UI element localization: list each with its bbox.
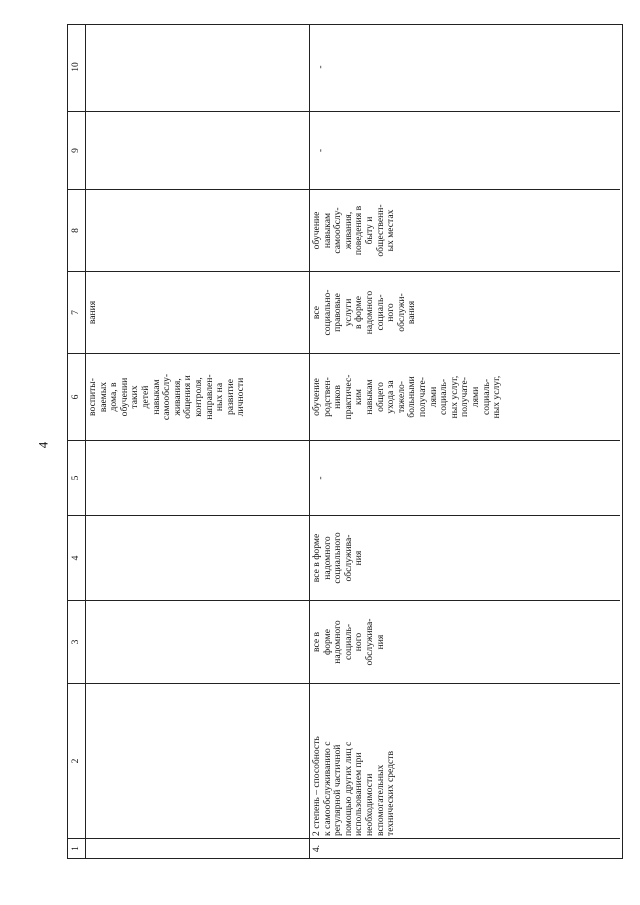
services-table [67, 24, 623, 859]
row4-degree: 2 степень – способность к самообслуживанию с регулярной частичной помощью других лиц с использованием при необходимости вспомогательных технических средств [310, 683, 620, 838]
page-number: 4 [35, 441, 51, 449]
table-cell [86, 683, 310, 838]
header-col-1: 1 [68, 838, 86, 858]
row4-col-4: все в форме надомного социального обслужива- ния [310, 515, 620, 600]
row4-col-10: - [315, 65, 326, 69]
row4-col-8: обучение навыкам самообслу- живания, поведения в быту и общественн- ых местах [310, 189, 620, 271]
table-cell [86, 440, 310, 515]
table-cell [86, 24, 310, 111]
row4-col-7: все социально- правовые услуги в форме надомного социаль- ного обслужи- вания [310, 271, 620, 353]
header-col-6: 6 [68, 353, 86, 440]
table-cell [86, 111, 310, 189]
header-col-7: 7 [68, 271, 86, 353]
header-col-8: 8 [68, 189, 86, 271]
table-cell [86, 189, 310, 271]
table-cell [86, 838, 310, 858]
row4-number: 4. [310, 838, 620, 858]
continuation-col-6: воспиты- ваемых дома, в обучении таких детей навыкам самообслу- живания, общения и контроля, направлен- ных на развитие личности [86, 353, 310, 440]
header-col-10: 10 [68, 24, 86, 111]
header-col-4: 4 [68, 515, 86, 600]
table-viewport [67, 24, 623, 859]
row4-col-5: - [310, 440, 620, 515]
row4-col-6: обучение родствен- ников практичес- ким навыкам общего ухода за тяжело- больными получате- лями социаль- ных услуг, получате- лями социаль- ных услуг, [310, 353, 620, 440]
continuation-col-7: вания [86, 271, 310, 353]
header-col-2: 2 [68, 683, 86, 838]
table-cell [86, 600, 310, 683]
table-cell [86, 515, 310, 600]
header-col-5: 5 [68, 440, 86, 515]
header-col-3: 3 [68, 600, 86, 683]
row4-col-3: все в форме надомного социаль- ного обслужива- ния [310, 600, 620, 683]
header-col-9: 9 [68, 111, 86, 189]
row4-col-9: - [310, 111, 620, 189]
